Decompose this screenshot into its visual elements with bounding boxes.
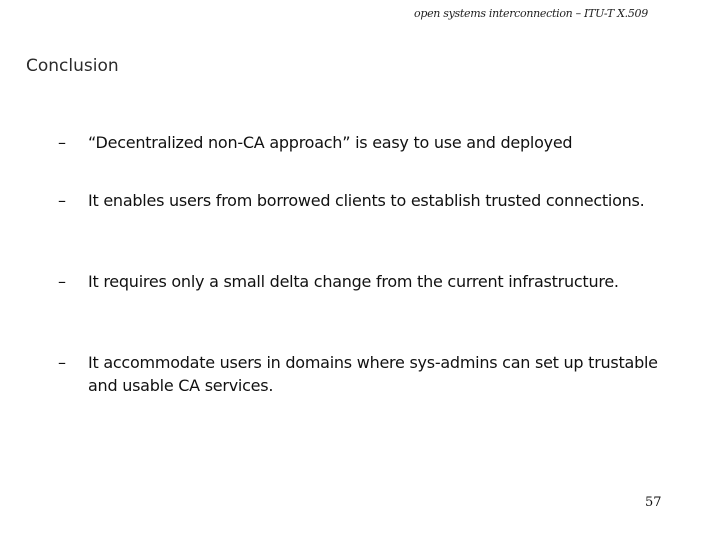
bullet-dash-icon: – <box>58 133 66 152</box>
slide-title: Conclusion <box>26 56 119 76</box>
bullet-text: It accommodate users in domains where sys-admins can set up trustable and usable CA services. <box>88 353 658 395</box>
bullet-dash-icon: – <box>58 191 66 210</box>
bullet-item <box>58 189 678 212</box>
bullet-item <box>58 351 678 397</box>
bullet-dash-icon: – <box>58 353 66 372</box>
bullet-text: It requires only a small delta change from the current infrastructure. <box>88 272 619 291</box>
bullet-text: “Decentralized non-CA approach” is easy to use and deployed <box>88 133 573 152</box>
bullet-dash-icon: – <box>58 272 66 291</box>
page-number: 57 <box>645 495 662 510</box>
bullet-text: It enables users from borrowed clients to establish trusted connections. <box>88 191 645 210</box>
bullet-item <box>58 131 678 154</box>
header-note: open systems interconnection – ITU-T X.509 <box>414 7 648 20</box>
bullet-item <box>58 270 678 293</box>
